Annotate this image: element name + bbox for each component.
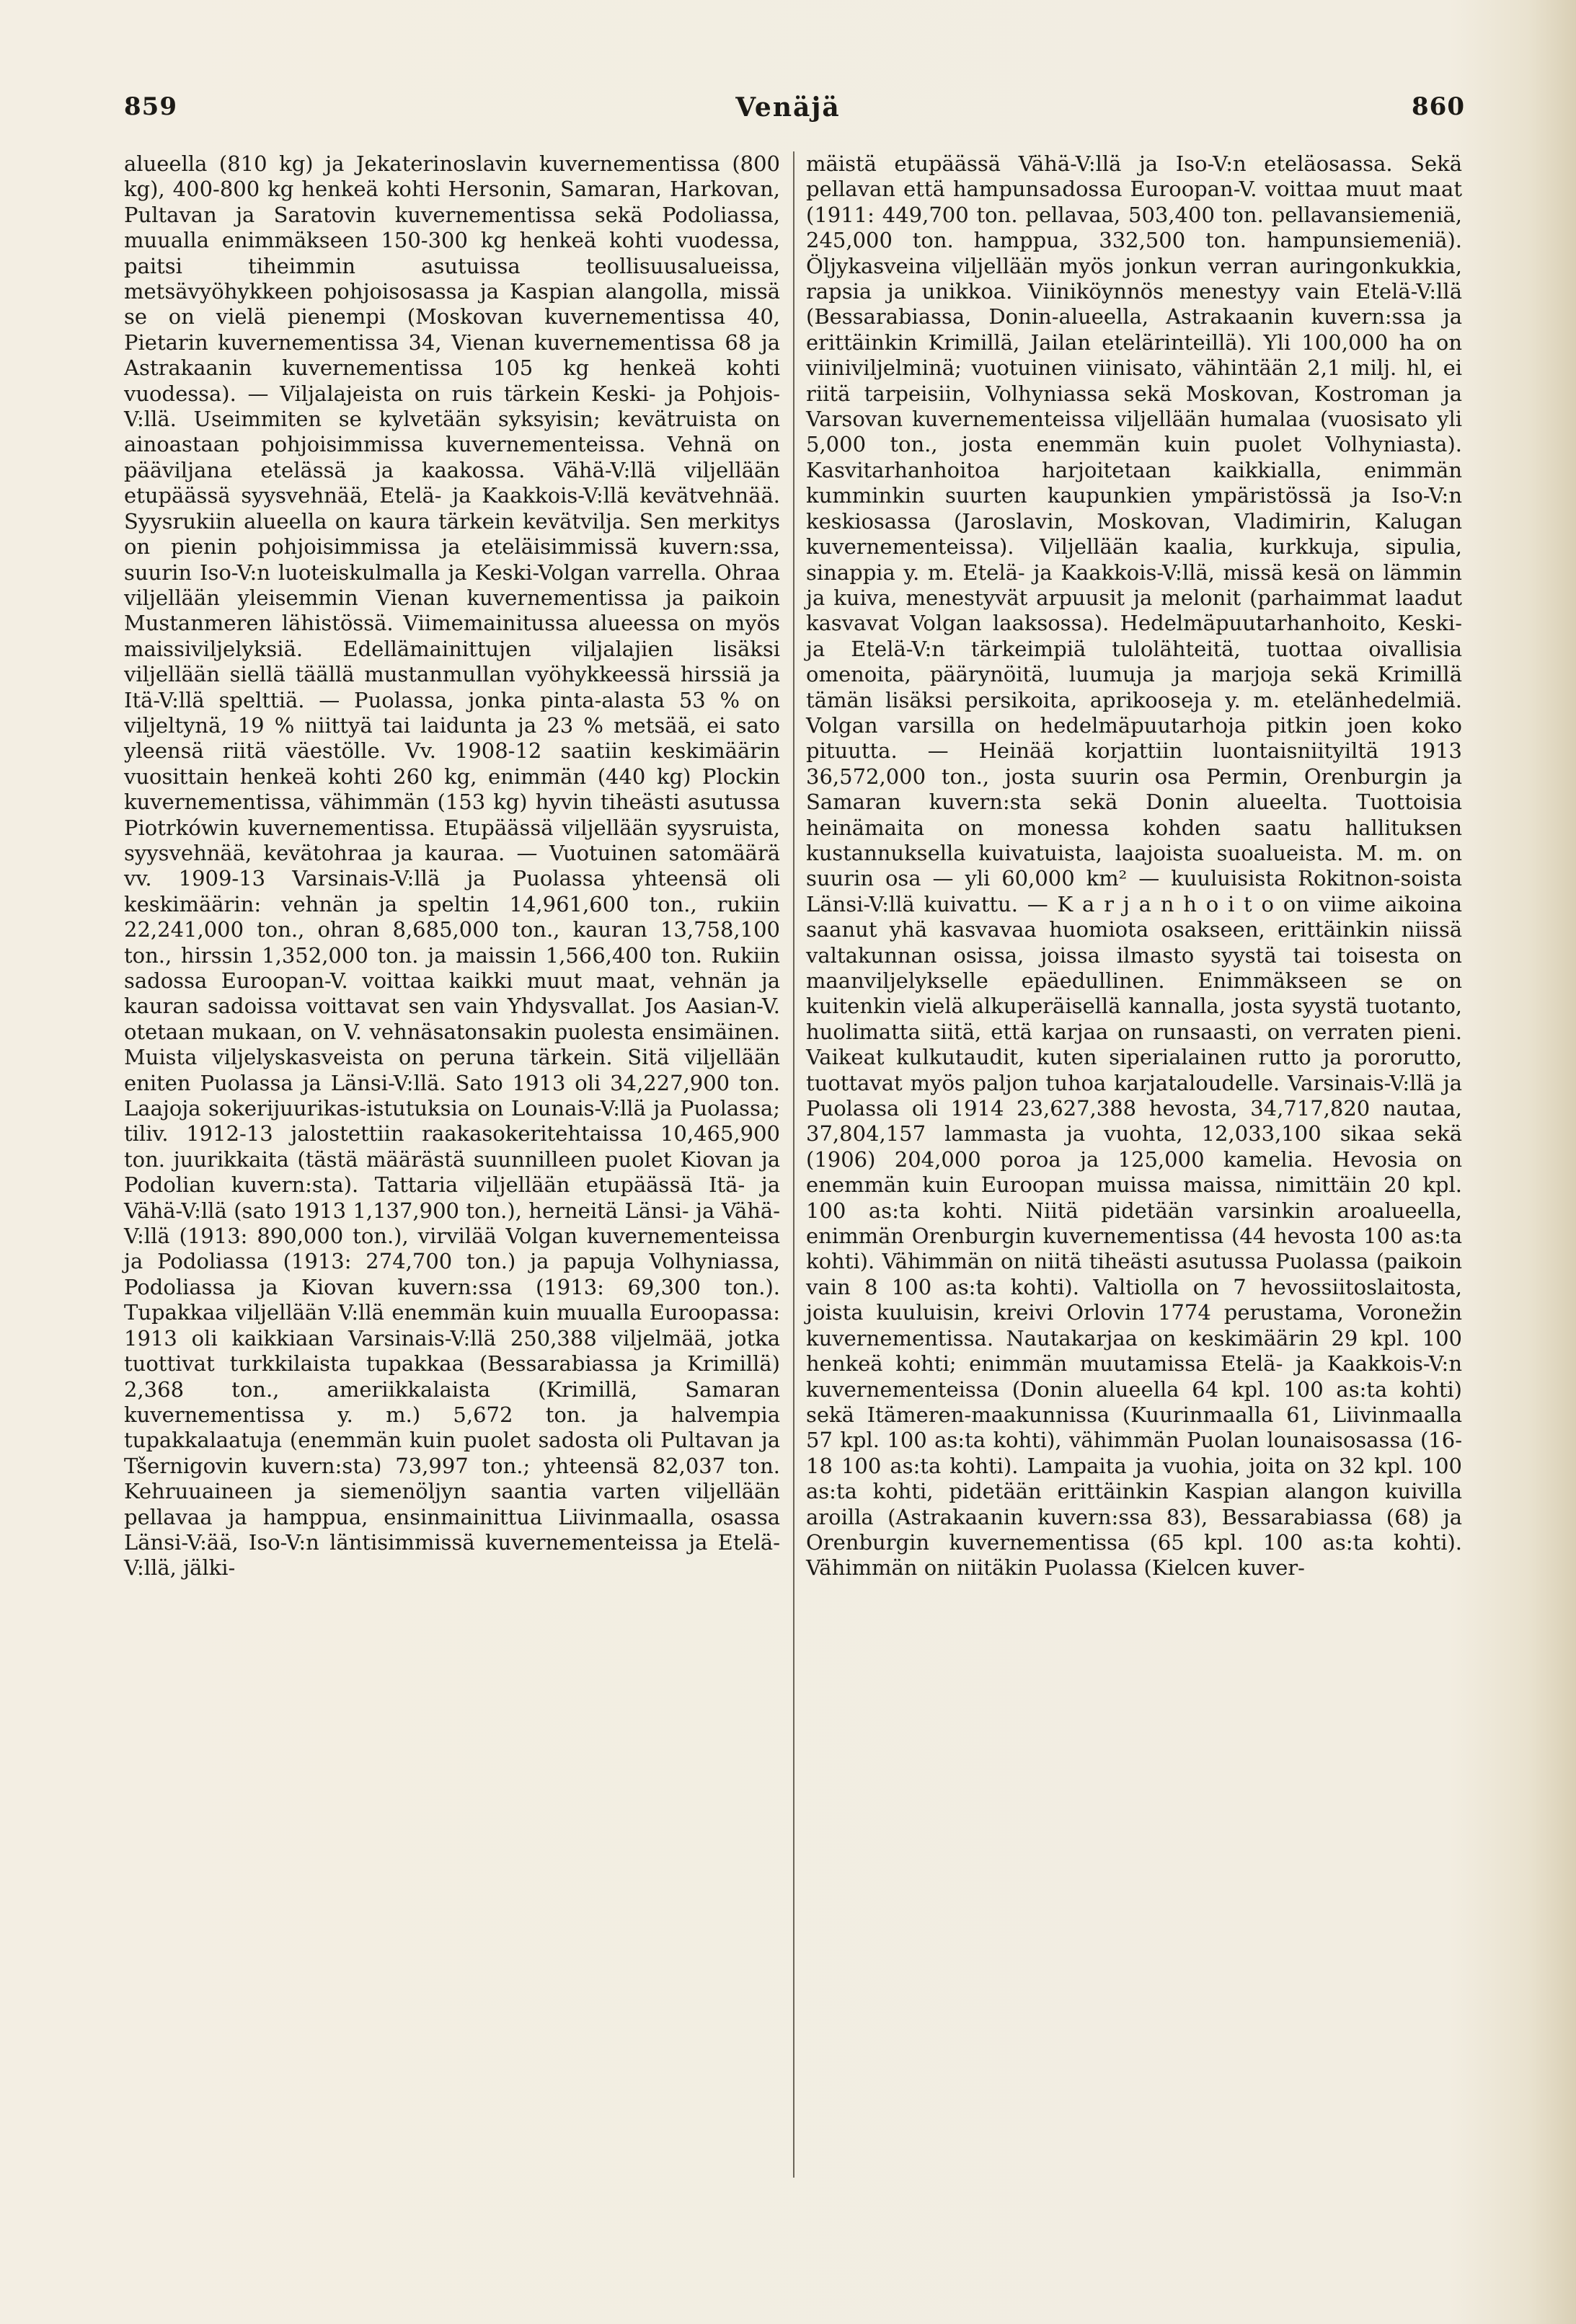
text-column-left [124, 151, 780, 1581]
column-left-text: alueella (810 kg) ja Jekaterinoslavin kuvernementissa (800 kg), 400-800 kg henkeä kohti Hersonin, Samaran, Harkovan, Pultavan ja Saratovin kuvernementissa sekä Podoliassa, muualla enimmäkseen 150-300 kg henkeä kohti vuodessa, paitsi tiheimmin asutuissa teollisuusalueissa, metsävyöhykkeen pohjoisosassa ja Kaspian alangolla, missä se on vielä pienempi (Moskovan kuvernementissa 40, Pietarin kuvernementissa 34, Vienan kuvernementissa 68 ja Astrakaanin kuvernementissa 105 kg henkeä kohti vuodessa). — Viljalajeista on ruis tärkein Keski- ja Pohjois-V:llä. Useimmiten se kylvetään syksyisin; kevätruista on ainoastaan pohjoisimmissa kuvernementeissa. Vehnä on pääviljana etelässä ja kaakossa. Vähä-V:llä viljellään etupäässä syysvehnää, Etelä- ja Kaakkois-V:llä kevätvehnää. Syysrukiin alueella on kaura tärkein kevätvilja. Sen merkitys on pienin pohjoisimmissa ja eteläisimmissä kuvern:ssa, suurin Iso-V:n luoteiskulmalla ja Keski-Volgan varrella. Ohraa viljellään yleisemmin Vienan kuvernementissa ja paikoin Mustanmeren lähistössä. Viimemainitussa alueessa on myös maissiviljelyksiä. Edellämainittujen viljalajien lisäksi viljellään siellä täällä mustanmullan vyöhykkeessä hirssiä ja Itä-V:llä spelttiä. — Puolassa, jonka pinta-alasta 53 % on viljeltynä, 19 % niittyä tai laidunta ja 23 % metsää, ei sato yleensä riitä väestölle. Vv. 1908-12 saatiin keskimäärin vuosittain henkeä kohti 260 kg, enimmän (440 kg) Plockin kuvernementissa, vähimmän (153 kg) hyvin tiheästi asutussa Piotrkówin kuvernementissa. Etupäässä viljellään syysruista, syysvehnää, kevätohraa ja kauraa. — Vuotuinen satomäärä vv. 1909-13 Varsinais-V:llä ja Puolassa yhteensä oli keskimäärin: vehnän ja speltin 14,961,600 ton., rukiin 22,241,000 ton., ohran 8,685,000 ton., kauran 13,758,100 ton., hirssin 1,352,000 ton. ja maissin 1,566,400 ton. Rukiin sadossa Euroopan-V. voittaa kaikki muut maat, vehnän ja kauran sadoissa voittavat sen vain Yhdysvallat. Jos Aasian-V. otetaan mukaan, on V. vehnäsatonsakin puolesta ensimäinen. Muista viljelyskasveista on peruna tärkein. Sitä viljellään eniten Puolassa ja Länsi-V:llä. Sato 1913 oli 34,227,900 ton. Laajoja sokerijuurikas-istutuksia on Lounais-V:llä ja Puolassa; tiliv. 1912-13 jalostettiin raakasokeritehtaissa 10,465,900 ton. juurikkaita (tästä määrästä suunnilleen puolet Kiovan ja Podolian kuvern:sta). Tattaria viljellään etupäässä Itä- ja Vähä-V:llä (sato 1913 1,137,900 ton.), herneitä Länsi- ja Vähä-V:llä (1913: 890,000 ton.), virvilää Volgan kuvernementeissa ja Podoliassa (1913: 274,700 ton.) ja papuja Volhyniassa, Podoliassa ja Kiovan kuvern:ssa (1913: 69,300 ton.). Tupakkaa viljellään V:llä enemmän kuin muualla Euroopassa: 1913 oli kaikkiaan Varsinais-V:llä 250,388 viljelmää, jotka tuottivat turkkilaista tupakkaa (Bessarabiassa ja Krimillä) 2,368 ton., ameriikkalaista (Krimillä, Samaran kuvernementissa y. m.) 5,672 ton. ja halvempia tupakkalaatuja (enemmän kuin puolet sadosta oli Pultavan ja Tšernigovin kuvern:sta) 73,997 ton.; yhteensä 82,037 ton. Kehruuaineen ja siemenöljyn saantia varten viljellään pellavaa ja hamppua, ensinmainittua Liivinmaalla, osassa Länsi-V:ää, Iso-V:n läntisimmissä kuvernementeissa ja Etelä-V:llä, jälki- [124, 151, 780, 1581]
column-divider [793, 151, 794, 2178]
page-number-left: 859 [124, 92, 177, 121]
running-title: Venäjä [735, 92, 841, 123]
column-right-text: mäistä etupäässä Vähä-V:llä ja Iso-V:n eteläosassa. Sekä pellavan että hampunsadossa Euroopan-V. voittaa muut maat (1911: 449,700 ton. pellavaa, 503,400 ton. pellavansiemeniä, 245,000 ton. hamppua, 332,500 ton. hampunsiemeniä). Öljykasveina viljellään myös jonkun verran auringonkukkia, rapsia ja unikkoa. Viiniköynnös menestyy vain Etelä-V:llä (Bessarabiassa, Donin-alueella, Astrakaanin kuvern:ssa ja erittäinkin Krimillä, Jailan etelärinteillä). Yli 100,000 ha on viiniviljelminä; vuotuinen viinisato, vähintään 2,1 milj. hl, ei riitä tarpeisiin, Volhyniassa sekä Moskovan, Kostroman ja Varsovan kuvernementeissa viljellään humalaa (vuosisato yli 5,000 ton., josta enemmän kuin puolet Volhyniasta). Kasvitarhanhoitoa harjoitetaan kaikkialla, enimmän kumminkin suurten kaupunkien ympäristössä ja Iso-V:n keskiosassa (Jaroslavin, Moskovan, Vladimirin, Kalugan kuvernementeissa). Viljellään kaalia, kurkkuja, sipulia, sinappia y. m. Etelä- ja Kaakkois-V:llä, missä kesä on lämmin ja kuiva, menestyvät arpuusit ja melonit (parhaimmat laadut kasvavat Volgan laaksossa). Hedelmäpuutarhanhoito, Keski- ja Etelä-V:n tärkeimpiä tulolähteitä, tuottaa oivallisia omenoita, päärynöitä, luumuja ja marjoja sekä Krimillä tämän lisäksi persikoita, aprikooseja y. m. etelänhedelmiä. Volgan varsilla on hedelmäpuutarhoja pitkin joen koko pituutta. — Heinää korjattiin luontaisniityiltä 1913 36,572,000 ton., josta suurin osa Permin, Orenburgin ja Samaran kuvern:sta sekä Donin alueelta. Tuottoisia heinämaita on monessa kohden saatu hallituksen kustannuksella kuivatuista, laajoista suoalueista. M. m. on suurin osa — yli 60,000 km² — kuuluisista Rokitnon-soista Länsi-V:llä kuivattu. — K a r j a n h o i t o on viime aikoina saanut yhä kasvavaa huomiota osakseen, erittäinkin niissä valtakunnan osissa, joissa ilmasto syystä tai toisesta on maanviljelykselle epäedullinen. Enimmäkseen se on kuitenkin vielä alkuperäisellä kannalla, josta syystä tuotanto, huolimatta siitä, että karjaa on runsaasti, on verraten pieni. Vaikeat kulkutaudit, kuten siperialainen rutto ja pororutto, tuottavat myös paljon tuhoa karjataloudelle. Varsinais-V:llä ja Puolassa oli 1914 23,627,388 hevosta, 34,717,820 nautaa, 37,804,157 lammasta ja vuohta, 12,033,100 sikaa sekä (1906) 204,000 poroa ja 125,000 kamelia. Hevosia on enemmän kuin Euroopan muissa maissa, nimittäin 20 kpl. 100 as:ta kohti. Niitä pidetään varsinkin aroalueella, enimmän Orenburgin kuvernementissa (44 hevosta 100 as:ta kohti). Vähimmän on niitä tiheästi asutussa Puolassa (paikoin vain 8 100 as:ta kohti). Valtiolla on 7 hevossiitoslaitosta, joista kuuluisin, kreivi Orlovin 1774 perustama, Voronežin kuvernementissa. Nautakarjaa on keskimäärin 29 kpl. 100 henkeä kohti; enimmän muutamissa Etelä- ja Kaakkois-V:n kuvernementeissa (Donin alueella 64 kpl. 100 as:ta kohti) sekä Itämeren-maakunnissa (Kuurinmaalla 61, Liivinmaalla 57 kpl. 100 as:ta kohti), vähimmän Puolan lounaisosassa (16-18 100 as:ta kohti). Lampaita ja vuohia, joita on 32 kpl. 100 as:ta kohti, pidetään erittäinkin Kaspian alangon kuivilla aroilla (Astrakaanin kuvern:ssa 83), Bessarabiassa (68) ja Orenburgin kuvernementissa (65 kpl. 100 as:ta kohti). Vähimmän on niitäkin Puolassa (Kielcen kuver- [806, 151, 1462, 1581]
page-header [0, 92, 1576, 136]
page-number-right: 860 [1412, 92, 1465, 121]
text-column-right [806, 151, 1462, 1581]
